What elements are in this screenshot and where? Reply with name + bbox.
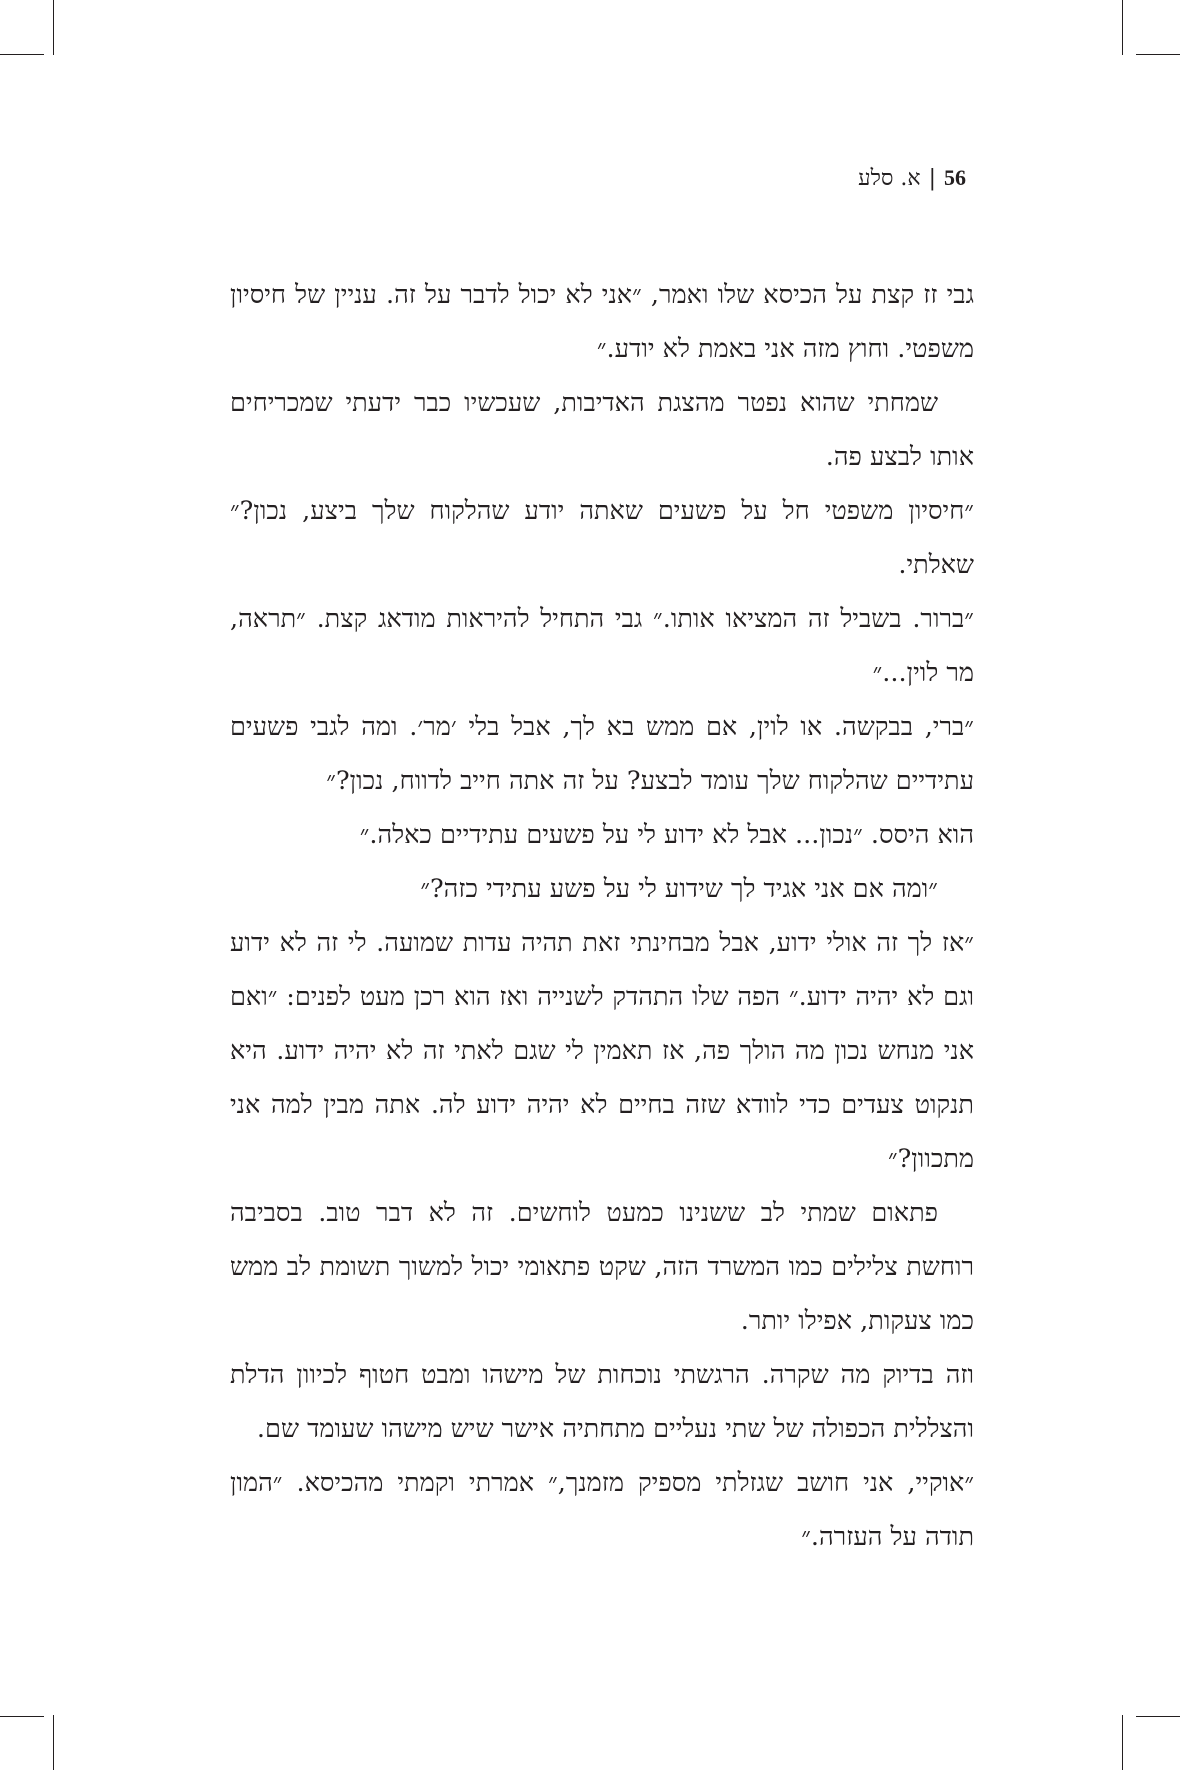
crop-mark (0, 54, 44, 55)
paragraph: ״ברור. בשביל זה המציאו אותו.״ גבי התחיל להיראות מודאג קצת. ״תראה, מר לוין...״ (230, 604, 974, 688)
crop-mark (0, 1716, 44, 1717)
paragraph: ״ומה אם אני אגיד לך שידוע לי על פשע עתידי כזה?״ (420, 874, 938, 904)
crop-mark (1122, 1715, 1123, 1770)
paragraph: ״אוקיי, אני חושב שגזלתי מספיק מזמנך,״ אמרתי וקמתי מהכיסא. ״המון תודה על העזרה.״ (230, 1468, 974, 1552)
crop-mark (1136, 54, 1180, 55)
body-text (230, 268, 974, 1564)
paragraph: הוא היסס. ״נכון... אבל לא ידוע לי על פשעים עתידיים כאלה.״ (359, 820, 974, 850)
paragraph: ״אז לך זה אולי ידוע, אבל מבחינתי זאת תהיה עדות שמועה. לי זה לא ידוע וגם לא יהיה ידוע.״ הפה שלו התהדק לשנייה ואז הוא רכן מעט לפנים: ״ואם אני מנחש נכון מה הולך פה, אז תאמין לי שגם לאתי זה לא יהיה ידוע. היא תנקוט צעדים כדי לוודא שזה בחיים לא יהיה ידוע לה. אתה מבין למה אני מתכוון?״ (230, 928, 974, 1174)
running-header (806, 160, 966, 197)
crop-mark (53, 1715, 54, 1770)
paragraph: ״חיסיון משפטי חל על פשעים שאתה יודע שהלקוח שלך ביצע, נכון?״ שאלתי. (230, 496, 974, 580)
paragraph: שמחתי שהוא נפטר מהצגת האדיבות, שעכשיו כבר ידעתי שמכריחים אותו לבצע פה. (230, 388, 974, 472)
crop-mark (1136, 1716, 1180, 1717)
author-name: א. סלע (858, 166, 921, 191)
crop-mark (1122, 0, 1123, 55)
paragraph: וזה בדיוק מה שקרה. הרגשתי נוכחות של מישהו ומבט חטוף לכיוון הדלת והצללית הכפולה של שתי נעליים מתחתיה אישר שיש מישהו שעומד שם. (230, 1360, 974, 1444)
paragraph: ״ברי, בבקשה. או לוין, אם ממש בא לך, אבל בלי ׳מר׳. ומה לגבי פשעים עתידיים שהלקוח שלך עומד לבצע? על זה אתה חייב לדווח, נכון?״ (230, 712, 974, 796)
header-separator: | (928, 166, 936, 191)
page-number: 56 (944, 165, 966, 190)
paragraph: גבי זז קצת על הכיסא שלו ואמר, ״אני לא יכול לדבר על זה. עניין של חיסיון משפטי. וחוץ מזה אני באמת לא יודע.״ (230, 280, 974, 364)
crop-mark (53, 0, 54, 55)
paragraph: פתאום שמתי לב ששנינו כמעט לוחשים. זה לא דבר טוב. בסביבה רוחשת צלילים כמו המשרד הזה, שקט פתאומי יכול למשוך תשומת לב ממש כמו צעקות, אפילו יותר. (230, 1198, 974, 1336)
